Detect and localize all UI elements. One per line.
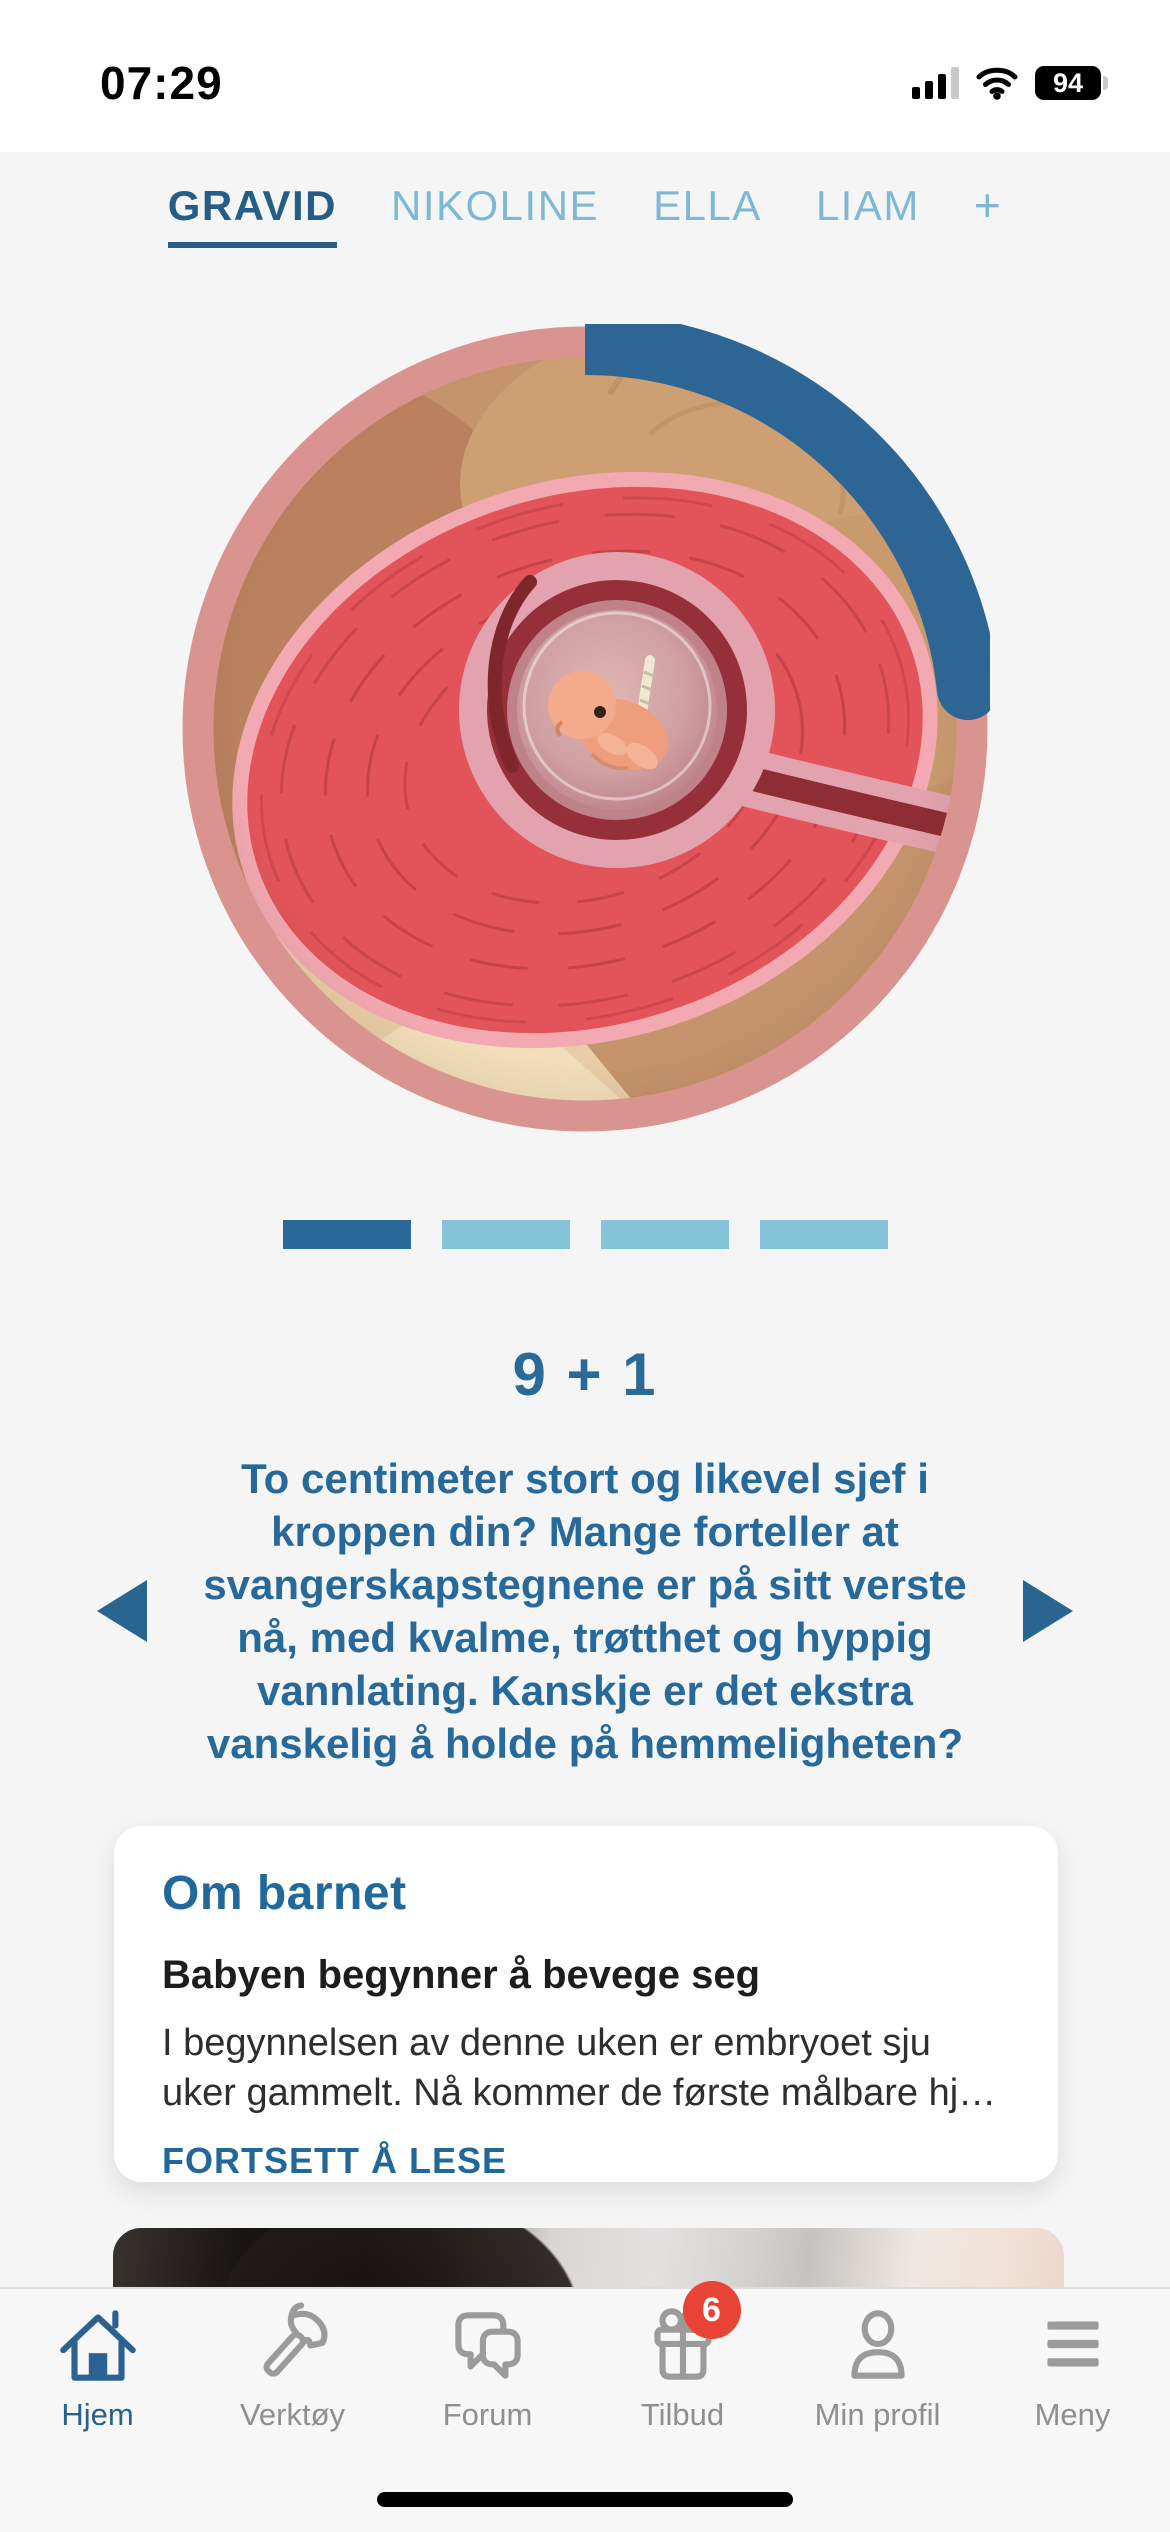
tab-gravid[interactable]: GRAVID: [168, 182, 337, 248]
nav-label: Meny: [1034, 2397, 1111, 2432]
add-profile-tab[interactable]: +: [973, 179, 1003, 231]
article-photo-card[interactable]: [113, 2228, 1064, 2288]
status-bar: [0, 0, 1170, 152]
cellular-signal-icon: [912, 67, 959, 99]
trimester-segment: [601, 1220, 729, 1249]
tab-nikoline[interactable]: NIKOLINE: [391, 182, 600, 229]
continue-reading-link[interactable]: FORTSETT Å LESE: [162, 2140, 508, 2181]
status-icons: [912, 66, 1108, 100]
forum-icon: [442, 2299, 534, 2391]
home-indicator[interactable]: [377, 2492, 793, 2507]
nav-label: Forum: [442, 2397, 533, 2432]
next-week-arrow[interactable]: [1023, 1580, 1073, 1642]
nav-label: Verktøy: [239, 2397, 346, 2432]
trimester-segment: [283, 1220, 411, 1249]
wifi-icon: [975, 66, 1019, 100]
nav-label: Min profil: [814, 2397, 941, 2432]
card-body: I begynnelsen av denne uken er embryoet sju uker gammelt. Nå kommer de første målbare hj…: [162, 2022, 997, 2114]
clock: 07:29: [100, 57, 223, 109]
trimester-progress: [0, 1220, 1170, 1249]
home-icon: [52, 2299, 144, 2391]
week-description: To centimeter stort og likevel sjef i kroppen din? Mange forteller at svangerskapstegnene er på sitt verste nå, med kvalme, trøtthet og hyppig vannlating. Kanskje er det ekstra vanskelig å holde på hemmeligheten?: [203, 1455, 967, 1767]
nav-item-hjem[interactable]: [0, 2289, 195, 2532]
menu-icon: [1027, 2299, 1119, 2391]
tab-liam[interactable]: LIAM: [815, 182, 920, 229]
pregnancy-progress-ring: [180, 324, 990, 1134]
battery-percent: 94: [1035, 66, 1101, 100]
offers-badge: 6: [683, 2281, 741, 2339]
nav-label: Tilbud: [640, 2397, 725, 2432]
nav-item-meny[interactable]: [975, 2289, 1170, 2532]
nav-label: Hjem: [61, 2397, 134, 2432]
nav-item-verktoy[interactable]: [195, 2289, 390, 2532]
previous-week-arrow[interactable]: [97, 1580, 147, 1642]
nav-item-min-profil[interactable]: [780, 2289, 975, 2532]
trimester-segment: [760, 1220, 888, 1249]
battery-icon: [1035, 66, 1108, 100]
trimester-segment: [442, 1220, 570, 1249]
about-baby-card[interactable]: [114, 1826, 1058, 2182]
tools-icon: [247, 2299, 339, 2391]
week-label: 9 + 1: [512, 1341, 658, 1408]
profile-icon: [832, 2299, 924, 2391]
card-heading: Om barnet: [162, 1867, 407, 1920]
card-title: Babyen begynner å bevege seg: [162, 1953, 761, 1997]
profile-tabs: [0, 179, 1170, 248]
tab-ella[interactable]: ELLA: [653, 182, 762, 229]
